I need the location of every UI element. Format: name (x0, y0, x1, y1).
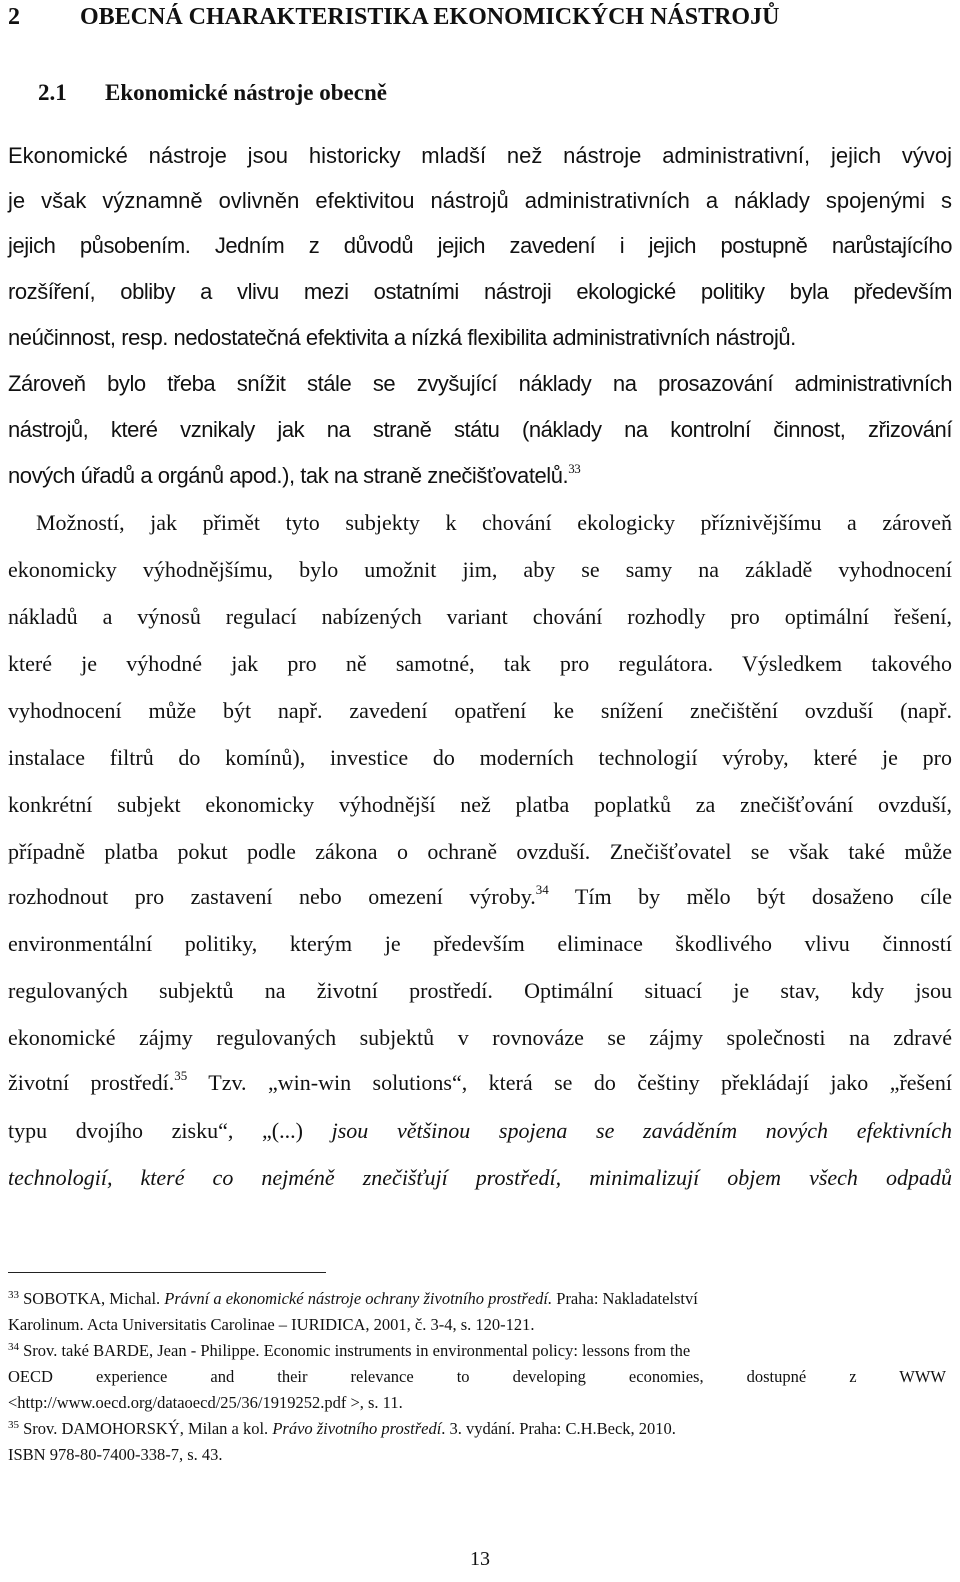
footnote-35 (8, 1419, 946, 1439)
footnote-number: 35 (8, 1419, 19, 1431)
body-line: instalace filtrů do komínů), investice do moderních technologií výroby, které je pro (8, 745, 952, 770)
footnote-title: Právní a ekonomické nástroje ochrany životního prostředí. (164, 1289, 553, 1308)
body-line: ekonomické zájmy regulovaných subjektů v rovnováze se zájmy společnosti na zdravé (8, 1025, 952, 1050)
footnote-text: . 3. vydání. Praha: C.H.Beck, 2010. (441, 1419, 676, 1438)
footnote-33 (8, 1289, 946, 1309)
chapter-number: 2 (8, 4, 20, 30)
body-line: které je výhodné jak pro ně samotné, tak pro regulátora. Výsledkem takového (8, 651, 952, 676)
chapter-heading (8, 4, 779, 31)
footnote-ref: 35 (174, 1068, 188, 1083)
footnote-text: SOBOTKA, Michal. (19, 1289, 165, 1308)
body-text: Tím by mělo být dosaženo cíle (548, 884, 952, 909)
body-line: environmentální politiky, kterým je především eliminace škodlivého vlivu činností (8, 931, 952, 956)
body-line: případně platba pokut podle zákona o ochraně ovzduší. Znečišťovatel se však také může (8, 839, 952, 864)
footnote-ref: 34 (535, 882, 549, 897)
body-line: nástrojů, které vznikaly jak na straně státu (náklady na kontrolní činnost, zřizování (8, 417, 952, 442)
body-line: Ekonomické nástroje jsou historicky mladší než nástroje administrativní, jejich vývoj (8, 143, 952, 168)
section-title: Ekonomické nástroje obecně (105, 80, 387, 105)
body-line: neúčinnost, resp. nedostatečná efektivita a nízká flexibilita administrativních nástrojů. (8, 325, 796, 350)
body-line: je však významně ovlivněn efektivitou nástrojů administrativních a náklady spojenými s (8, 188, 952, 213)
body-line: konkrétní subjekt ekonomicky výhodnější než platba poplatků za znečišťování ovzduší, (8, 792, 952, 817)
body-text: typu dvojího zisku“, „(...) (8, 1118, 332, 1143)
footnote-ref: 33 (568, 461, 581, 476)
quoted-text: jsou většinou spojena se zaváděním nových efektivních (331, 1118, 952, 1143)
footnote-text: Praha: Nakladatelství (552, 1289, 698, 1308)
body-line (8, 463, 952, 489)
body-line: rozšíření, obliby a vlivu mezi ostatními nástroji ekologické politiky byla především (8, 279, 952, 304)
chapter-title: OBECNÁ CHARAKTERISTIKA EKONOMICKÝCH NÁSTROJŮ (80, 4, 780, 30)
body-line: ekonomicky výhodnějšímu, bylo umožnit jim, aby se samy na základě vyhodnocení (8, 557, 952, 582)
body-line: regulovaných subjektů na životní prostředí. Optimální situací je stav, kdy jsou (8, 978, 952, 1003)
footnote-text: Srov. také BARDE, Jean - Philippe. Economic instruments in environmental policy: lessons from the (19, 1341, 691, 1360)
section-heading (38, 80, 387, 106)
footnote-number: 33 (8, 1289, 19, 1301)
body-line (8, 1070, 952, 1096)
body-text: životní prostředí. (8, 1070, 175, 1095)
body-line: jejich působením. Jedním z důvodů jejich zavedení i jejich postupně narůstajícího (8, 233, 952, 258)
body-line: nákladů a výnosů regulací nabízených variant chování rozhodly pro optimální řešení, (8, 604, 952, 629)
section-number: 2.1 (38, 80, 67, 105)
footnote-34 (8, 1341, 946, 1361)
footnote-title: Právo životního prostředí (272, 1419, 442, 1438)
body-line: vyhodnocení může být např. zavedení opatření ke snížení znečištění ovzduší (např. (8, 698, 952, 723)
footnote-text: Srov. DAMOHORSKÝ, Milan a kol. (19, 1419, 273, 1438)
body-line: Zároveň bylo třeba snížit stále se zvyšující náklady na prosazování administrativních (8, 371, 952, 396)
footnote-text: ISBN 978-80-7400-338-7, s. 43. (8, 1445, 223, 1464)
footnote-text: OECD experience and their relevance to developing economies, dostupné z WWW (8, 1367, 946, 1386)
body-line (8, 884, 952, 910)
page-number: 13 (470, 1548, 490, 1570)
body-line (8, 1118, 952, 1144)
footnote-separator (8, 1272, 326, 1273)
body-text: rozhodnout pro zastavení nebo omezení výroby. (8, 884, 536, 909)
footnote-number: 34 (8, 1341, 19, 1353)
body-line: Možností, jak přimět tyto subjekty k chování ekologicky příznivějšímu a zároveň (36, 510, 952, 535)
footnote-link[interactable]: <http://www.oecd.org/dataoecd/25/36/1919252.pdf >, s. 11. (8, 1393, 403, 1412)
body-line: technologií, které co nejméně znečišťují prostředí, minimalizují objem všech odpadů (8, 1165, 952, 1190)
body-text: Tzv. „win-win solutions“, která se do češtiny překládají jako „řešení (187, 1070, 952, 1095)
body-text: nových úřadů a orgánů apod.), tak na straně znečišťovatelů. (8, 463, 569, 488)
footnote-text: Karolinum. Acta Universitatis Carolinae – IURIDICA, 2001, č. 3-4, s. 120-121. (8, 1315, 535, 1334)
